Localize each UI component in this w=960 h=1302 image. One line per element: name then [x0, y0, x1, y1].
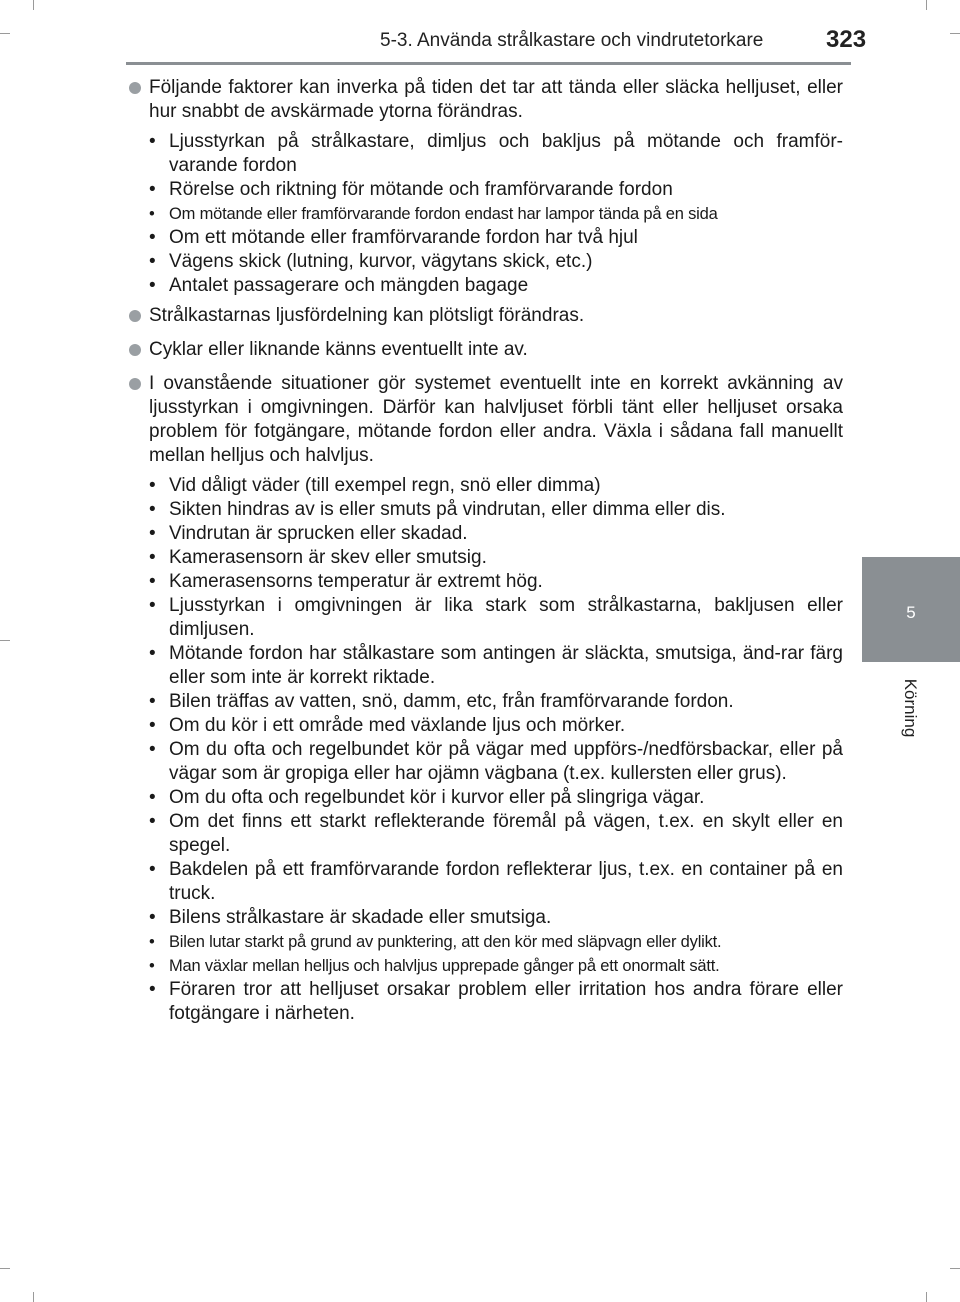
list-item: • Rörelse och riktning för mötande och framförvarande fordon [149, 178, 843, 202]
info-point-text: Cyklar eller liknande känns eventuellt inte av. [149, 339, 528, 360]
list-item: • Om du ofta och regelbundet kör i kurvor eller på slingriga vägar. [149, 786, 843, 810]
list-item: • Mötande fordon har stålkastare som antingen är släckta, smutsiga, änd-rar färg eller som inte är korrekt riktade. [149, 642, 843, 690]
list-item: • Om ett mötande eller framförvarande fordon har två hjul [149, 226, 843, 250]
info-point-text: Strålkastarnas ljusfördelning kan plötsligt förändras. [149, 305, 585, 326]
header-rule [126, 62, 851, 65]
info-point [129, 304, 843, 328]
list-item: • Vindrutan är sprucken eller skadad. [149, 522, 843, 546]
list-item: • Kamerasensorns temperatur är extremt hög. [149, 570, 843, 594]
crop-mark [950, 33, 960, 34]
bullet-circle-icon [129, 344, 141, 356]
crop-mark [926, 0, 927, 10]
list-item: • Om det finns ett starkt reflekterande föremål på vägen, t.ex. en skylt eller en spegel. [149, 810, 843, 858]
list-item: • Ljusstyrkan på strålkastare, dimljus och bakljus på mötande och framför-varande fordon [149, 130, 843, 178]
list-item: • Vid dåligt väder (till exempel regn, snö eller dimma) [149, 474, 843, 498]
chapter-label-text: Körning [901, 678, 920, 738]
crop-mark [0, 640, 10, 641]
list-item: • Om mötande eller framförvarande fordon endast har lampor tända på en sida [149, 202, 843, 226]
page-number: 323 [826, 26, 867, 53]
list-item: • Bilen lutar starkt på grund av punktering, att den kör med släpvagn eller dylikt. [149, 930, 843, 954]
list-item: • Antalet passagerare och mängden bagage [149, 274, 843, 298]
crop-mark [0, 1268, 10, 1269]
crop-mark [950, 1268, 960, 1269]
list-item: • Om du ofta och regelbundet kör på vägar med uppförs-/nedförsbackar, eller på vägar som är gropiga eller har ojämn vägbana (t.ex. kullersten eller grus). [149, 738, 843, 786]
crop-mark [33, 0, 34, 10]
bullet-circle-icon [129, 378, 141, 390]
info-point [129, 76, 843, 124]
info-point [129, 372, 843, 468]
crop-mark [926, 1292, 927, 1302]
chapter-tab [862, 557, 960, 662]
list-item: • Bakdelen på ett framförvarande fordon reflekterar ljus, t.ex. en container på en truck. [149, 858, 843, 906]
list-item: • Vägens skick (lutning, kurvor, vägytans skick, etc.) [149, 250, 843, 274]
list-item: • Om du kör i ett område med växlande ljus och mörker. [149, 714, 843, 738]
page-content [129, 76, 843, 1032]
info-point [129, 338, 843, 362]
crop-mark [0, 33, 10, 34]
crop-mark [33, 1292, 34, 1302]
list-item: • Bilen träffas av vatten, snö, damm, etc, från framförvarande fordon. [149, 690, 843, 714]
list-item: • Bilens strålkastare är skadade eller smutsiga. [149, 906, 843, 930]
situation-list [129, 474, 843, 1026]
bullet-circle-icon [129, 310, 141, 322]
info-point-text: I ovanstående situationer gör systemet eventuellt inte en korrekt avkänning av ljusstyrkan i omgivningen. Därför kan halvljuset förbli tänt eller helljuset orsaka problem för fotgängare, mötande fordon eller andra. Växla i sådana fall manuellt mellan helljus och halvljus. [149, 373, 843, 466]
section-title: 5-3. Använda strålkastare och vindrutetorkare [380, 30, 764, 51]
chapter-label [880, 668, 940, 748]
list-item: • Föraren tror att helljuset orsakar problem eller irritation hos andra förare eller fotgängare i närheten. [149, 978, 843, 1026]
factor-list [129, 130, 843, 298]
list-item: • Man växlar mellan helljus och halvljus upprepade gånger på ett onormalt sätt. [149, 954, 843, 978]
chapter-number: 5 [906, 603, 916, 622]
list-item: • Sikten hindras av is eller smuts på vindrutan, eller dimma eller dis. [149, 498, 843, 522]
bullet-circle-icon [129, 82, 141, 94]
list-item: • Kamerasensorn är skev eller smutsig. [149, 546, 843, 570]
list-item: • Ljusstyrkan i omgivningen är lika stark som strålkastarna, bakljusen eller dimljusen. [149, 594, 843, 642]
info-point-text: Följande faktorer kan inverka på tiden det tar att tända eller släcka helljuset, eller hur snabbt de avskärmade ytorna förändras. [149, 77, 843, 122]
